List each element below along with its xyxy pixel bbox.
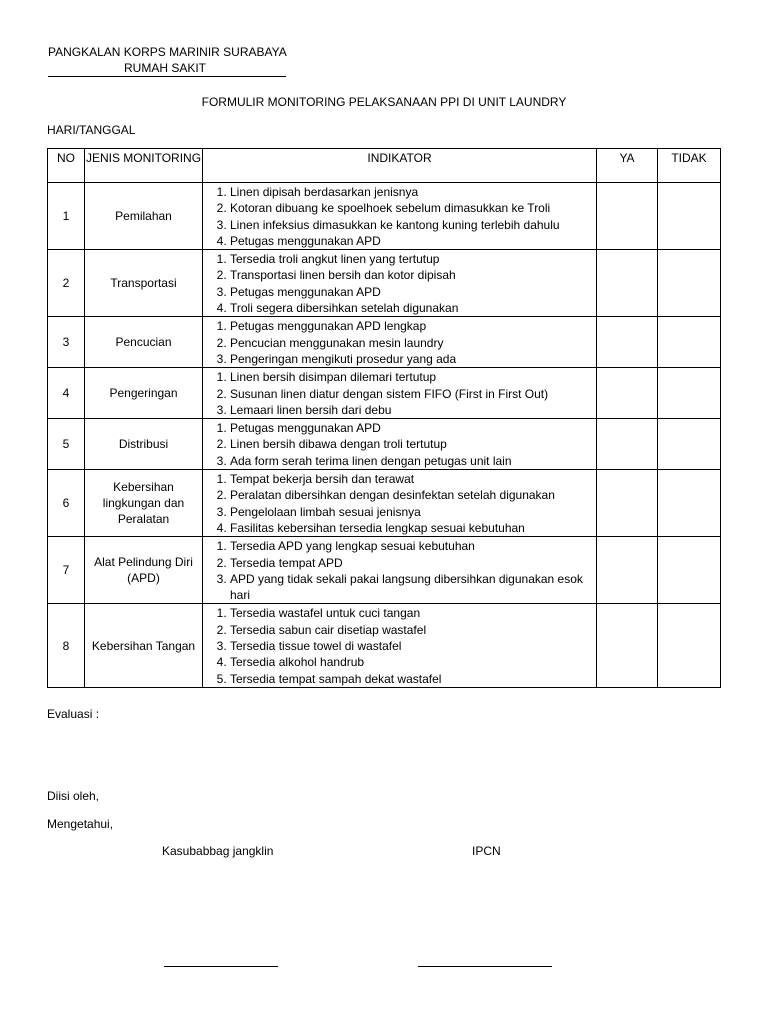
indicator-item: 1. Linen dipisah berdasarkan jenisnya <box>230 184 596 200</box>
indicator-list <box>203 471 596 536</box>
ya-checkbox-cell[interactable] <box>597 250 658 317</box>
header-underline <box>48 76 286 77</box>
indicator-item: 5. Tersedia tempat sampah dekat wastafel <box>230 671 596 687</box>
mengetahui-label: Mengetahui, <box>47 817 114 831</box>
monitoring-category: Kebersihan lingkungan dan Peralatan <box>85 470 203 537</box>
monitoring-category: Pemilahan <box>85 183 203 250</box>
indicator-item: 4. Fasilitas kebersihan tersedia lengkap sesuai kebutuhan <box>230 520 596 536</box>
indicator-item: 2. Tersedia sabun cair disetiap wastafel <box>230 622 596 638</box>
signer-left-title: Kasubabbag jangklin <box>162 844 274 858</box>
signature-line-left <box>164 966 278 967</box>
tidak-checkbox-cell[interactable] <box>658 317 721 368</box>
ya-checkbox-cell[interactable] <box>597 183 658 250</box>
tidak-checkbox-cell[interactable] <box>658 368 721 419</box>
table-row <box>48 419 721 470</box>
table-row <box>48 537 721 604</box>
indicator-item: 4. Petugas menggunakan APD <box>230 233 596 249</box>
indicator-item: 3. Tersedia tissue towel di wastafel <box>230 638 596 654</box>
header-indikator: INDIKATOR <box>203 149 597 183</box>
header-jenis: JENIS MONITORING <box>85 149 203 183</box>
indicator-item: 4. Troli segera dibersihkan setelah digunakan <box>230 300 596 316</box>
ya-checkbox-cell[interactable] <box>597 317 658 368</box>
indicator-item: 2. Transportasi linen bersih dan kotor dipisah <box>230 267 596 283</box>
indicator-item: 3. Pengelolaan limbah sesuai jenisnya <box>230 504 596 520</box>
monitoring-category: Alat Pelindung Diri (APD) <box>85 537 203 604</box>
indicator-item: 1. Tersedia wastafel untuk cuci tangan <box>230 605 596 621</box>
indicator-item: 3. Petugas menggunakan APD <box>230 284 596 300</box>
indicator-item: 2. Peralatan dibersihkan dengan desinfektan setelah digunakan <box>230 487 596 503</box>
row-number: 2 <box>48 250 85 317</box>
indicator-list <box>203 538 596 603</box>
table-row <box>48 604 721 687</box>
tidak-checkbox-cell[interactable] <box>658 183 721 250</box>
indicator-cell <box>203 604 597 687</box>
tidak-checkbox-cell[interactable] <box>658 604 721 687</box>
row-number: 3 <box>48 317 85 368</box>
indicator-cell <box>203 419 597 470</box>
indicator-item: 4. Tersedia alkohol handrub <box>230 654 596 670</box>
row-number: 7 <box>48 537 85 604</box>
row-number: 4 <box>48 368 85 419</box>
tidak-checkbox-cell[interactable] <box>658 537 721 604</box>
ya-checkbox-cell[interactable] <box>597 537 658 604</box>
indicator-item: 1. Petugas menggunakan APD lengkap <box>230 318 596 334</box>
indicator-item: 3. APD yang tidak sekali pakai langsung dibersihkan digunakan esok hari <box>230 571 596 604</box>
monitoring-category: Distribusi <box>85 419 203 470</box>
row-number: 1 <box>48 183 85 250</box>
indicator-item: 2. Pencucian menggunakan mesin laundry <box>230 335 596 351</box>
indicator-cell <box>203 317 597 368</box>
indicator-item: 3. Pengeringan mengikuti prosedur yang ada <box>230 351 596 367</box>
table-row <box>48 317 721 368</box>
evaluasi-label: Evaluasi : <box>47 707 100 721</box>
indicator-item: 2. Kotoran dibuang ke spoelhoek sebelum dimasukkan ke Troli <box>230 200 596 216</box>
ya-checkbox-cell[interactable] <box>597 470 658 537</box>
indicator-item: 1. Petugas menggunakan APD <box>230 420 596 436</box>
indicator-cell <box>203 537 597 604</box>
indicator-cell <box>203 368 597 419</box>
hospital-name: RUMAH SAKIT <box>124 61 207 75</box>
table-header-row <box>48 149 721 183</box>
tidak-checkbox-cell[interactable] <box>658 470 721 537</box>
table-row <box>48 368 721 419</box>
indicator-item: 1. Linen bersih disimpan dilemari tertutup <box>230 369 596 385</box>
row-number: 5 <box>48 419 85 470</box>
indicator-cell <box>203 250 597 317</box>
date-label: HARI/TANGGAL <box>47 123 136 137</box>
monitoring-category: Kebersihan Tangan <box>85 604 203 687</box>
signer-right-title: IPCN <box>472 844 501 858</box>
signature-line-right <box>418 966 552 967</box>
indicator-list <box>203 318 596 367</box>
indicator-list <box>203 605 596 686</box>
indicator-item: 1. Tempat bekerja bersih dan terawat <box>230 471 596 487</box>
header-no: NO <box>48 149 85 183</box>
monitoring-category: Pengeringan <box>85 368 203 419</box>
indicator-list <box>203 420 596 469</box>
ya-checkbox-cell[interactable] <box>597 368 658 419</box>
indicator-cell <box>203 183 597 250</box>
ya-checkbox-cell[interactable] <box>597 419 658 470</box>
table-row <box>48 183 721 250</box>
ya-checkbox-cell[interactable] <box>597 604 658 687</box>
form-title: FORMULIR MONITORING PELAKSANAAN PPI DI UNIT LAUNDRY <box>201 95 567 109</box>
diisi-label: Diisi oleh, <box>47 789 100 803</box>
monitoring-table <box>47 148 721 688</box>
indicator-item: 1. Tersedia troli angkut linen yang tertutup <box>230 251 596 267</box>
indicator-item: 3. Linen infeksius dimasukkan ke kantong kuning terlebih dahulu <box>230 217 596 233</box>
indicator-item: 2. Tersedia tempat APD <box>230 555 596 571</box>
header-ya: YA <box>597 149 658 183</box>
indicator-item: 1. Tersedia APD yang lengkap sesuai kebutuhan <box>230 538 596 554</box>
row-number: 6 <box>48 470 85 537</box>
table-row <box>48 250 721 317</box>
table-body <box>48 183 721 688</box>
indicator-cell <box>203 470 597 537</box>
institution-name: PANGKALAN KORPS MARINIR SURABAYA <box>48 45 287 59</box>
indicator-item: 3. Ada form serah terima linen dengan petugas unit lain <box>230 453 596 469</box>
monitoring-category: Pencucian <box>85 317 203 368</box>
indicator-list <box>203 369 596 418</box>
indicator-item: 2. Susunan linen diatur dengan sistem FIFO (First in First Out) <box>230 386 596 402</box>
indicator-item: 3. Lemaari linen bersih dari debu <box>230 402 596 418</box>
tidak-checkbox-cell[interactable] <box>658 419 721 470</box>
indicator-list <box>203 251 596 316</box>
monitoring-category: Transportasi <box>85 250 203 317</box>
tidak-checkbox-cell[interactable] <box>658 250 721 317</box>
table-row <box>48 470 721 537</box>
indicator-item: 2. Linen bersih dibawa dengan troli tertutup <box>230 436 596 452</box>
header-tidak: TIDAK <box>658 149 721 183</box>
indicator-list <box>203 184 596 249</box>
row-number: 8 <box>48 604 85 687</box>
